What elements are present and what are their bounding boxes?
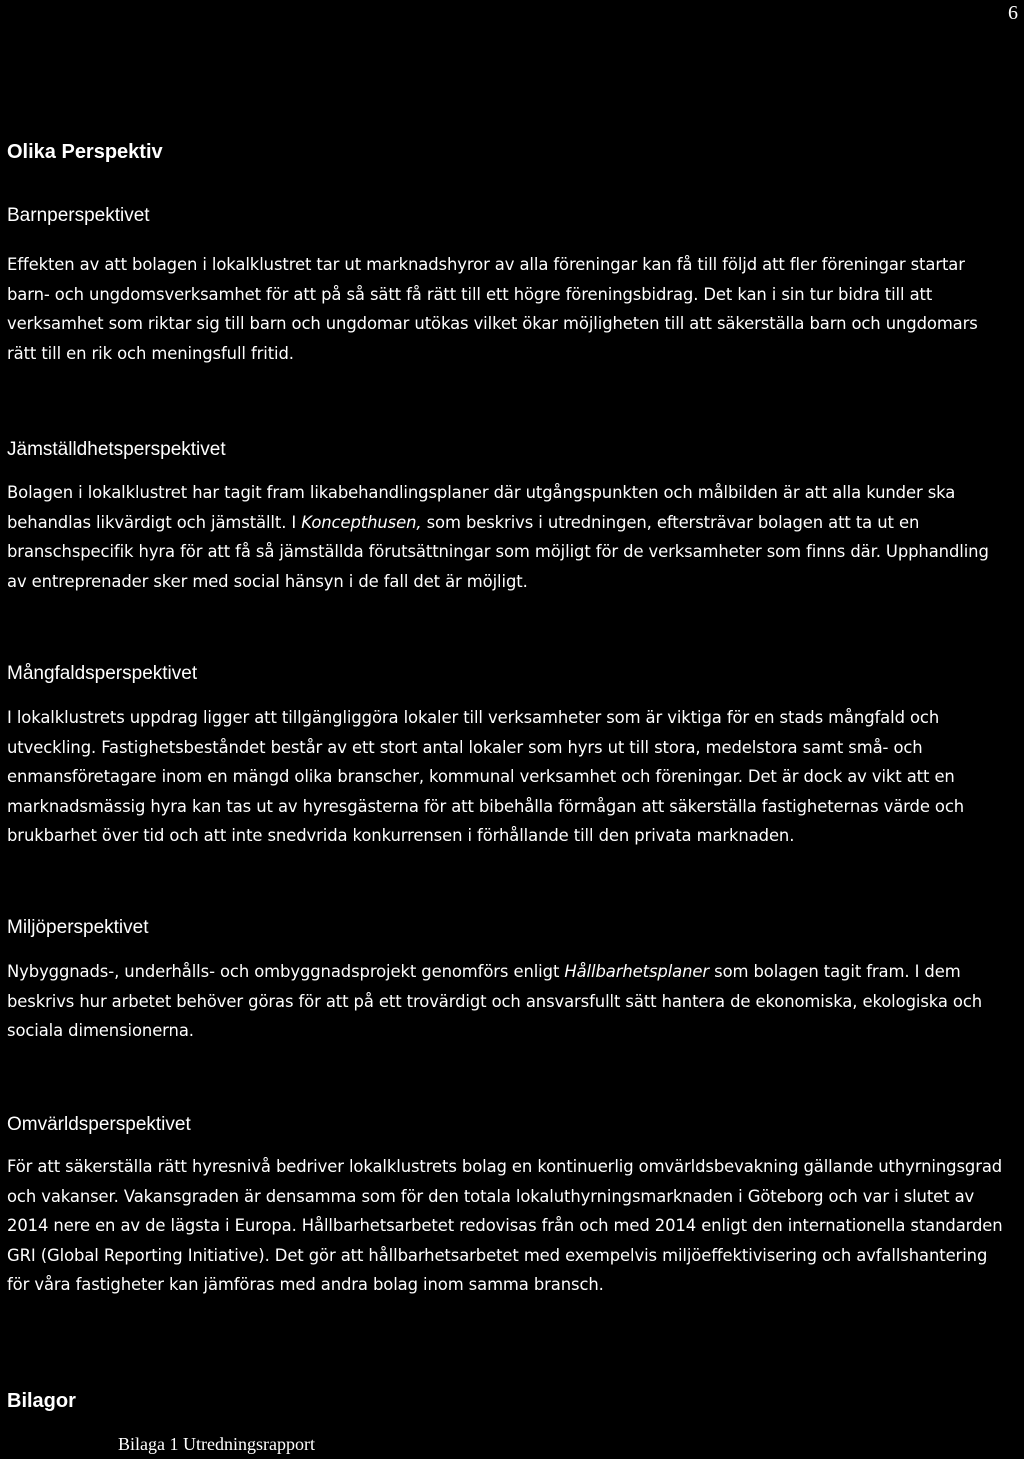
paragraph-text: som beskrivs i utredningen, eftersträvar bolagen att ta ut en branschspecifik hyra för att få så jämställda förutsättningar som möjligt för de verksamheter som finns där. Upphandling av entreprenader sker med social hänsyn i de fall det är möjligt. [7,512,989,591]
annex-item: Bilaga 1 Utredningsrapport [118,1434,315,1454]
document-title-reference: Hållbarhetsplaner [564,962,710,981]
paragraph-text: Bolagen i lokalklustret har tagit fram likabehandlingsplaner där utgångspunkten och målbilden är att alla kunder ska behandlas likvärdigt och jämställt. I [7,483,956,532]
section-paragraph: I lokalklustrets uppdrag ligger att tillgängliggöra lokaler till verksamheter som är viktiga för en stads mångfald och utveckling. Fastighetsbeståndet består av ett stort antal lokaler som hyrs ut till stora, medelstora samt små- och enmansföretagare inom en mängd olika branscher, kommunal verksamhet och föreningar. Det är dock av vikt att en marknadsmässig hyra kan tas ut av hyresgästerna för att bibehålla förmågan att säkerställa fastigheternas värde och brukbarhet över tid och att inte snedvrida konkurrensen i förhållande till den privata marknaden. [7,708,965,845]
section-heading: Mångfaldsperspektivet [7,663,198,684]
section-miljoperspektivet-body [7,957,1007,1046]
section-heading: Barnperspektivet [7,205,150,226]
section-omvarldsperspektivet [7,1114,1007,1136]
section-paragraph: Effekten av att bolagen i lokalklustret tar ut marknadshyror av alla föreningar kan få till följd att fler föreningar startar barn- och ungdomsverksamhet för att på så sätt få rätt till ett högre föreningsbidrag. Det kan i sin tur bidra till att verksamhet som riktar sig till barn och ungdomar utökas vilket ökar möjligheten till att säkerställa barn och ungdomars rätt till en rik och meningsfull fritid. [7,255,978,363]
section-heading: Jämställdhetsperspektivet [7,439,226,460]
main-heading-block [7,141,1007,164]
section-paragraph [7,478,1007,596]
section-heading: Omvärldsperspektivet [7,1114,191,1135]
page-title: Olika Perspektiv [7,141,163,163]
section-mangfaldsperspektivet-body [7,703,1007,851]
section-barnperspektivet-body [7,250,1007,368]
section-omvarldsperspektivet-body [7,1152,1007,1300]
section-barnperspektivet [7,205,1007,227]
annex-heading: Bilagor [7,1390,76,1412]
section-miljoperspektivet [7,917,1007,939]
paragraph-text: som bolagen tagit fram. I dem beskrivs hur arbetet behöver göras för att på ett trovärdigt och ansvarsfullt sätt hantera de ekonomiska, ekologiska och sociala dimensionerna. [7,962,983,1040]
section-paragraph [7,957,1007,1046]
section-paragraph: För att säkerställa rätt hyresnivå bedriver lokalklustrets bolag en kontinuerlig omvärldsbevakning gällande uthyrningsgrad och vakanser. Vakansgraden är densamma som för den totala lokaluthyrningsmarknaden i Göteborg och var i slutet av 2014 nere en av de lägsta i Europa. Hållbarhetsarbetet redovisas från och med 2014 enligt den internationella standarden GRI (Global Reporting Initiative). Det gör att hållbarhetsarbetet med exempelvis miljöeffektivisering och avfallshantering för våra fastigheter kan jämföras med andra bolag inom samma bransch. [7,1157,1003,1294]
paragraph-text: Nybyggnads-, underhålls- och ombyggnadsprojekt genomförs enligt [7,962,565,981]
section-jamstalldhetsperspektivet-body [7,478,1007,596]
document-title-reference: Koncepthusen, [301,512,422,532]
page-number: 6 [1008,2,1018,24]
section-mangfaldsperspektivet [7,663,1007,685]
section-heading: Miljöperspektivet [7,917,149,938]
annex-block [7,1390,1007,1413]
section-jamstalldhetsperspektivet [7,439,1007,461]
